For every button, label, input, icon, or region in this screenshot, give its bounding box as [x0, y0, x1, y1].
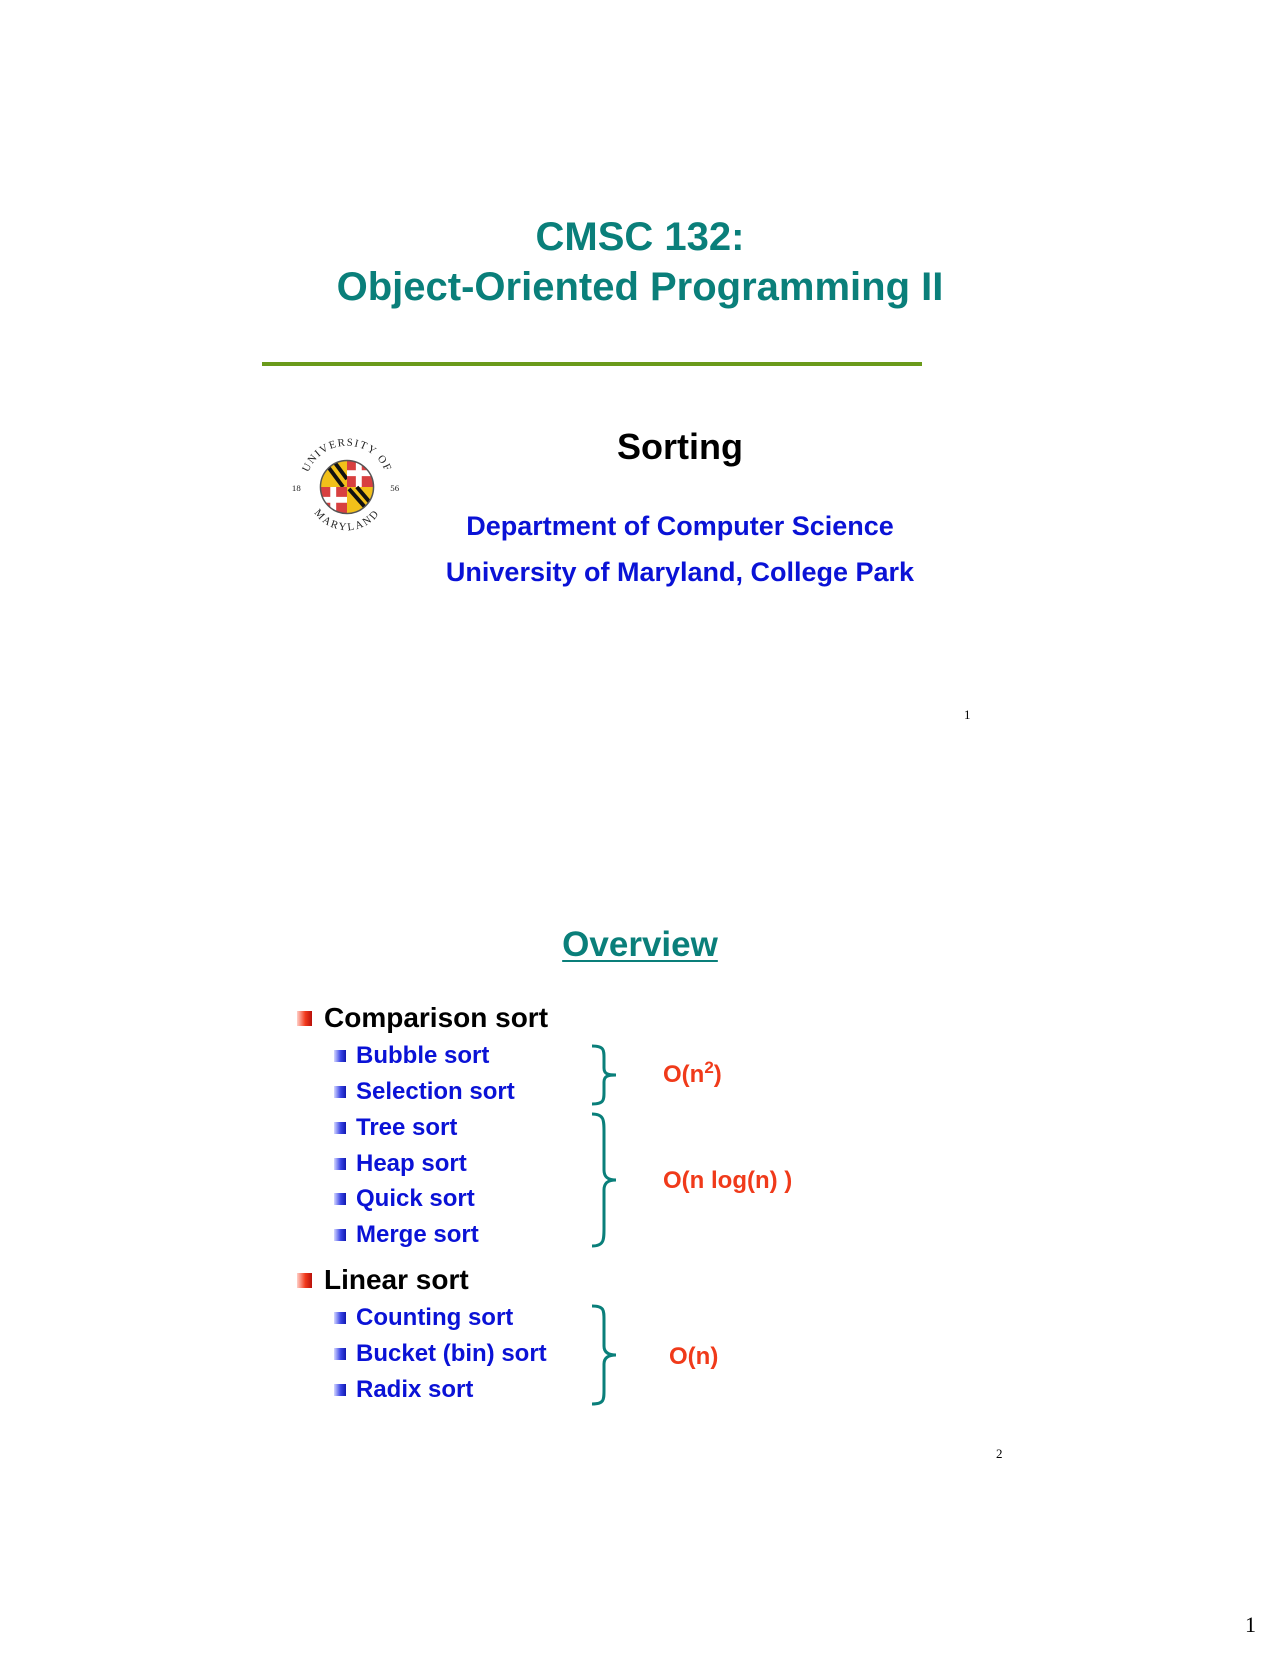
course-title-line2: Object-Oriented Programming II: [336, 265, 944, 309]
list-item: [334, 1340, 547, 1368]
blue-bullet-icon: [334, 1229, 346, 1241]
sort-name: Tree sort: [356, 1114, 458, 1141]
seal-bottom-text: MARYLAND: [311, 506, 383, 534]
sort-name: Bucket (bin) sort: [356, 1340, 547, 1367]
page-number: 1: [1245, 1612, 1256, 1637]
sort-name: Heap sort: [356, 1150, 467, 1177]
complexity-linear: O(n): [669, 1343, 719, 1370]
list-item: [334, 1376, 473, 1404]
sort-name: Radix sort: [356, 1376, 474, 1403]
list-item: [334, 1078, 515, 1106]
sort-name: Selection sort: [356, 1078, 515, 1105]
course-title-line1: CMSC 132:: [535, 215, 745, 259]
list-item: [334, 1150, 467, 1178]
blue-bullet-icon: [334, 1086, 346, 1098]
seal-top-text: UNIVERSITY OF: [300, 436, 394, 474]
list-item-linear-sort: [297, 1264, 469, 1296]
overview-title: Overview: [562, 925, 718, 964]
slide-number-2: 2: [996, 1446, 1003, 1461]
brace-quadratic: [586, 1044, 622, 1106]
list-item: [334, 1221, 479, 1249]
sort-name: Bubble sort: [356, 1042, 490, 1069]
seal-year-right: 56: [390, 482, 400, 493]
department-name: Department of Computer Science: [466, 511, 894, 541]
seal-year-left: 18: [291, 482, 301, 493]
slide-number-1: 1: [964, 707, 971, 722]
complexity-quadratic: $O(n^2)$: [663, 1058, 722, 1088]
title-divider: [262, 362, 922, 366]
list-item: [334, 1114, 457, 1142]
red-bullet-icon: [297, 1273, 312, 1288]
list-item-comparison-sort: [297, 1002, 548, 1034]
brace-nlogn: [586, 1112, 622, 1248]
section-label: Comparison sort: [324, 1002, 549, 1033]
blue-bullet-icon: [334, 1312, 346, 1324]
blue-bullet-icon: [334, 1050, 346, 1062]
slide-title-sorting: Sorting: [617, 426, 743, 467]
university-name: University of Maryland, College Park: [445, 557, 915, 587]
section-label: Linear sort: [324, 1264, 469, 1295]
sort-name: Merge sort: [356, 1221, 479, 1248]
red-bullet-icon: [297, 1011, 312, 1026]
blue-bullet-icon: [334, 1384, 346, 1396]
blue-bullet-icon: [334, 1348, 346, 1360]
list-item: [334, 1304, 513, 1332]
list-item: [334, 1042, 489, 1070]
blue-bullet-icon: [334, 1158, 346, 1170]
sort-name: Counting sort: [356, 1304, 514, 1331]
blue-bullet-icon: [334, 1193, 346, 1205]
sort-name: Quick sort: [356, 1185, 475, 1212]
complexity-nlogn: O(n log(n) ): [663, 1167, 793, 1194]
blue-bullet-icon: [334, 1122, 346, 1134]
list-item: [334, 1185, 475, 1213]
brace-linear: [586, 1304, 622, 1406]
